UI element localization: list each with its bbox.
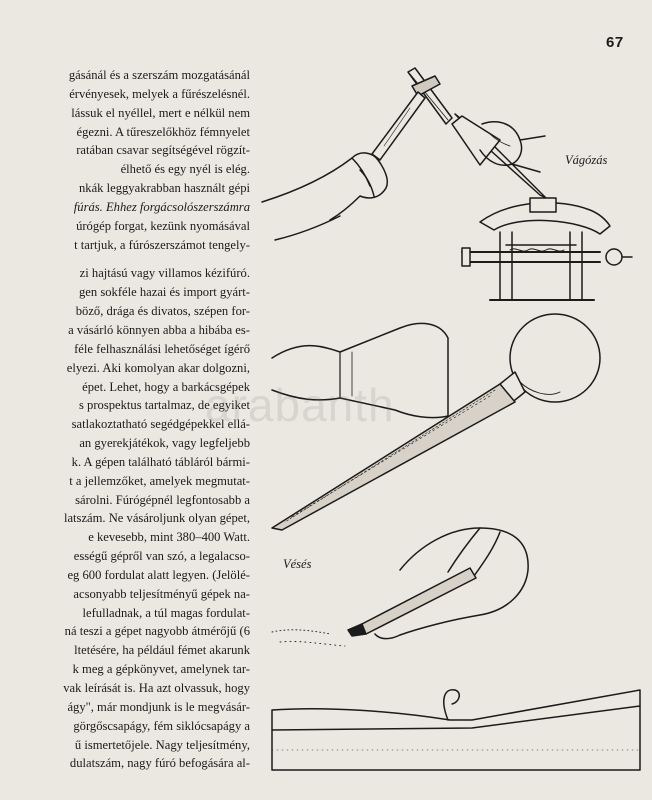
text-line: égezni. A tűreszelőkhöz fémnyelet <box>76 124 250 139</box>
text-line: e kevesebb, mint 380–400 Watt. <box>88 530 250 545</box>
text-line: fúrás. Ehhez forgácsolószerszámra <box>73 199 250 214</box>
text-line: lássuk el nyéllel, mert e nélkül nem <box>71 105 250 120</box>
text-line: k. A gépen található tábláról bármi- <box>71 454 250 469</box>
text-line: eg 600 fordulat alatt legyen. (Jelölé- <box>67 567 250 582</box>
text-line: gen sokféle hazai és import gyárt- <box>79 285 250 300</box>
text-line: ességű gépről van szó, a legalacso- <box>73 549 250 564</box>
text-line: ltetésére, ha például fémet akarunk <box>74 643 250 658</box>
workpiece-icon <box>272 690 640 770</box>
hammer-icon <box>372 68 452 160</box>
page-number: 67 <box>606 34 624 51</box>
workpiece-shavings <box>272 630 345 646</box>
text-line: elyezi. Aki komolyan akar dolgozni, <box>66 360 250 375</box>
text-line: t tartjuk, a fúrószerszámot tengely- <box>74 237 250 252</box>
body-text <box>0 66 250 773</box>
tool-illustration <box>258 60 648 780</box>
text-line: görgőscsapágy, fém siklócsapágy a <box>73 718 250 733</box>
text-line: vak leírását is. Ha azt olvassuk, hogy <box>63 681 250 695</box>
text-line: nkák leggyakrabban használt gépi <box>79 181 250 196</box>
text-line: a vásárló könnyen abba a hibába es- <box>68 322 250 337</box>
text-line: k meg a gépkönyvet, amelynek tar- <box>72 662 250 677</box>
text-line: zi hajtású vagy villamos kézifúró. <box>79 266 250 281</box>
caption-vagozas: Vágózás <box>565 153 608 167</box>
paragraph-gap <box>0 254 250 264</box>
paragraph-3 <box>0 264 250 773</box>
text-line: sárolni. Fúrógépnél legfontosabb a <box>75 492 250 507</box>
text-line: érvényesek, melyek a fűrészelésnél. <box>69 86 250 101</box>
text-line: t a jellemzőket, amelyek megmutat- <box>69 473 250 488</box>
text-line: ű ismertetőjele. Nagy teljesítmény, <box>74 737 250 752</box>
text-line: latszám. Ne vásároljunk olyan gépet, <box>63 511 250 526</box>
knife-handle-icon <box>272 323 448 417</box>
text-line: ratában csavar segítségével rögzít- <box>76 143 250 158</box>
vise-icon <box>462 198 632 300</box>
text-line: lefulladnak, a túl magas fordulat- <box>82 605 250 620</box>
watermark: arabanth <box>205 379 395 431</box>
paragraph-2 <box>0 179 250 254</box>
text-line: böző, drága és divatos, szépen for- <box>75 304 250 319</box>
text-line: an gyerekjátékok, vagy legfeljebb <box>79 436 250 451</box>
text-line: acsonyabb teljesítményű gépek na- <box>73 586 250 601</box>
paragraph-1 <box>0 66 250 179</box>
text-line: féle felhasználási lehetőséget ígérő <box>74 341 250 356</box>
hand-icon <box>262 153 387 240</box>
text-line: ágy", már mondjunk is le megvásár- <box>67 699 250 714</box>
caption-veses: Vésés <box>283 557 312 571</box>
text-line: dulatszám, nagy fúró befogására al- <box>69 756 250 771</box>
chisel-icon <box>348 568 476 636</box>
text-line: épet. Lehet, hogy a barkácsgépek <box>82 379 250 394</box>
text-line: ná teszi a gépet nagyobb átmérőjű (6 <box>64 624 250 639</box>
text-line: satlakoztatható segédgépekkel ellá- <box>71 417 250 432</box>
text-line: élhető és egy nyél is elég. <box>120 162 250 177</box>
chisel-icon <box>452 114 546 198</box>
text-line: s prospektus tartalmaz, de egyiket <box>78 398 250 413</box>
text-line: úrógép forgat, kezünk nyomásával <box>76 218 250 233</box>
text-line: gásánál és a szerszám mozgatásánál <box>68 68 250 82</box>
